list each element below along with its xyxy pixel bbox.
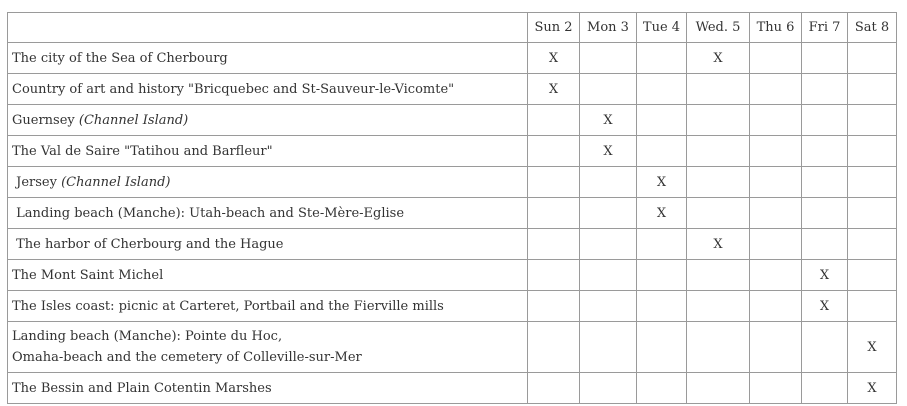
day-cell <box>687 260 750 291</box>
day-cell <box>687 74 750 105</box>
day-cell <box>637 260 687 291</box>
day-cell <box>687 373 750 404</box>
excursion-name: The harbor of Cherbourg and the Hague <box>12 236 284 252</box>
day-cell <box>637 43 687 74</box>
scheduled-mark: X <box>548 81 559 97</box>
scheduled-mark: X <box>603 143 613 159</box>
day-cell <box>750 322 802 373</box>
day-cell <box>802 105 848 136</box>
day-cell <box>802 260 848 291</box>
excursion-name: Jersey <box>12 174 57 190</box>
table-row <box>8 105 897 136</box>
day-cell <box>802 43 848 74</box>
scheduled-mark: X <box>713 50 723 66</box>
day-cell <box>802 291 848 322</box>
day-column-header: Tue 4 <box>637 13 687 43</box>
day-cell <box>848 229 897 260</box>
scheduled-mark: X <box>867 339 877 355</box>
day-cell <box>750 167 802 198</box>
table-row <box>8 229 897 260</box>
excursion-note: (Channel Island) <box>61 174 171 190</box>
day-cell <box>802 198 848 229</box>
excursion-name-cell <box>8 136 528 167</box>
excursion-name: The Bessin and Plain Cotentin Marshes <box>12 380 272 396</box>
day-cell <box>528 43 580 74</box>
excursion-name-cell <box>8 43 528 74</box>
day-cell <box>528 105 580 136</box>
day-cell <box>750 136 802 167</box>
day-cell <box>580 74 637 105</box>
day-cell <box>687 198 750 229</box>
excursion-name-cell <box>8 322 528 373</box>
scheduled-mark: X <box>603 112 613 128</box>
day-cell <box>802 167 848 198</box>
table-row <box>8 136 897 167</box>
excursion-name: Country of art and history "Bricquebec and St-Sauveur-le-Vicomte" <box>12 81 455 97</box>
excursion-name-cell <box>8 105 528 136</box>
day-cell <box>528 136 580 167</box>
excursion-name-cell <box>8 198 528 229</box>
schedule-body <box>8 43 897 404</box>
scheduled-mark: X <box>867 380 877 396</box>
day-cell <box>637 373 687 404</box>
day-cell <box>750 105 802 136</box>
day-cell <box>802 229 848 260</box>
day-cell <box>848 105 897 136</box>
day-cell <box>750 260 802 291</box>
table-row <box>8 43 897 74</box>
day-cell <box>580 43 637 74</box>
excursion-name-cell <box>8 229 528 260</box>
day-cell <box>637 167 687 198</box>
day-cell <box>750 229 802 260</box>
day-cell <box>580 229 637 260</box>
day-cell <box>637 322 687 373</box>
excursion-name-cell <box>8 167 528 198</box>
table-row <box>8 260 897 291</box>
table-row <box>8 322 897 373</box>
excursion-name-cell <box>8 291 528 322</box>
excursion-name: The Isles coast: picnic at Carteret, Portbail and the Fierville mills <box>12 298 444 314</box>
day-cell <box>848 291 897 322</box>
day-cell <box>687 167 750 198</box>
day-cell <box>848 167 897 198</box>
scheduled-mark: X <box>656 205 667 221</box>
day-cell <box>687 105 750 136</box>
scheduled-mark: X <box>656 174 667 190</box>
scheduled-mark: X <box>819 267 830 283</box>
scheduled-mark: X <box>713 236 723 252</box>
day-cell <box>687 43 750 74</box>
day-cell <box>580 167 637 198</box>
day-cell <box>848 43 897 74</box>
day-cell <box>580 105 637 136</box>
day-cell <box>750 291 802 322</box>
excursion-name: Landing beach (Manche): Utah-beach and Ste-Mère-Eglise <box>12 205 405 221</box>
table-row <box>8 373 897 404</box>
header-row <box>8 13 897 43</box>
day-cell <box>637 291 687 322</box>
day-cell <box>528 322 580 373</box>
header-corner-cell <box>8 13 528 43</box>
day-cell <box>637 105 687 136</box>
excursion-name: The Val de Saire "Tatihou and Barfleur" <box>12 143 273 159</box>
day-cell <box>528 229 580 260</box>
scheduled-mark: X <box>819 298 830 314</box>
excursion-schedule-table <box>7 12 897 404</box>
table-row <box>8 198 897 229</box>
excursion-name: Omaha-beach and the cemetery of Colleville-sur-Mer <box>12 350 362 365</box>
day-cell <box>802 322 848 373</box>
excursion-note: (Channel Island) <box>78 112 189 128</box>
excursion-name: The Mont Saint Michel <box>12 267 164 283</box>
day-cell <box>750 74 802 105</box>
day-cell <box>848 136 897 167</box>
day-cell <box>637 136 687 167</box>
day-cell <box>687 291 750 322</box>
day-cell <box>580 291 637 322</box>
day-cell <box>528 198 580 229</box>
excursion-name-cell <box>8 373 528 404</box>
day-cell <box>802 136 848 167</box>
day-cell <box>750 373 802 404</box>
excursion-name: Landing beach (Manche): Pointe du Hoc, <box>12 329 283 344</box>
day-cell <box>848 322 897 373</box>
day-cell <box>580 322 637 373</box>
day-cell <box>580 260 637 291</box>
day-column-header: Wed. 5 <box>687 13 750 43</box>
day-column-header: Sun 2 <box>528 13 580 43</box>
day-cell <box>687 322 750 373</box>
day-cell <box>802 373 848 404</box>
excursion-name-cell <box>8 74 528 105</box>
day-cell <box>687 229 750 260</box>
excursion-name-cell <box>8 260 528 291</box>
day-cell <box>637 229 687 260</box>
day-cell <box>528 291 580 322</box>
day-cell <box>528 74 580 105</box>
day-cell <box>580 136 637 167</box>
day-cell <box>848 74 897 105</box>
scheduled-mark: X <box>548 50 559 66</box>
excursion-name: Guernsey <box>12 112 75 128</box>
day-cell <box>580 373 637 404</box>
day-cell <box>750 198 802 229</box>
day-column-header: Fri 7 <box>802 13 848 43</box>
day-column-header: Mon 3 <box>580 13 637 43</box>
day-cell <box>528 373 580 404</box>
table-row <box>8 291 897 322</box>
day-cell <box>528 260 580 291</box>
day-cell <box>848 198 897 229</box>
day-cell <box>580 198 637 229</box>
day-cell <box>802 74 848 105</box>
day-cell <box>848 373 897 404</box>
day-cell <box>528 167 580 198</box>
table-row <box>8 74 897 105</box>
day-cell <box>687 136 750 167</box>
day-column-header: Sat 8 <box>848 13 897 43</box>
day-cell <box>637 198 687 229</box>
excursion-name: The city of the Sea of Cherbourg <box>12 50 228 66</box>
day-column-header: Thu 6 <box>750 13 802 43</box>
day-cell <box>848 260 897 291</box>
day-cell <box>637 74 687 105</box>
table-row <box>8 167 897 198</box>
day-cell <box>750 43 802 74</box>
